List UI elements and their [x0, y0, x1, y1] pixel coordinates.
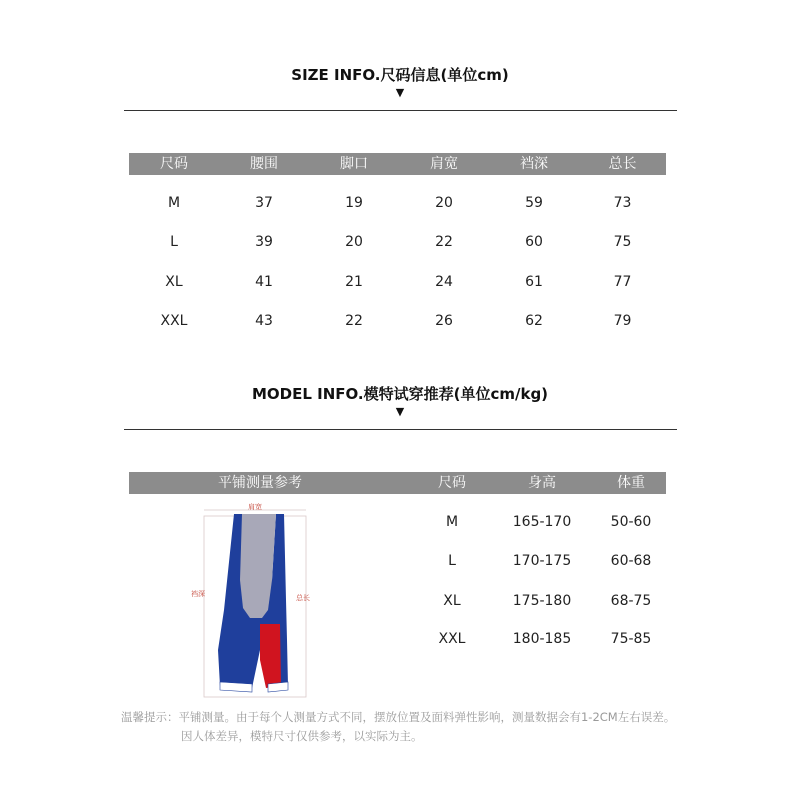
model-size-cell: L [448, 553, 456, 569]
header-shoulder: 肩宽 [430, 156, 458, 172]
header-weight: 体重 [617, 475, 645, 491]
shoulder-cell: 22 [435, 234, 453, 250]
weight-cell: 75-85 [610, 631, 652, 647]
crotch-cell: 61 [525, 274, 543, 290]
shoulder-cell: 24 [435, 274, 453, 290]
measurement-note: 温馨提示：平铺测量。由于每个人测量方式不同，摆放位置及面料弹性影响，测量数据会有1-2CM左右误差。 [121, 710, 676, 724]
model-info-title: MODEL INFO.模特试穿推荐(单位cm/kg) [251, 385, 549, 403]
shoulder-cell: 26 [435, 313, 453, 329]
bib-shorts-illustration [190, 500, 320, 700]
crotch-label: 裆深 [191, 590, 205, 598]
header-leg-opening: 脚口 [340, 156, 368, 172]
length-cell: 77 [613, 274, 632, 290]
leg-opening-cell: 22 [345, 313, 363, 329]
size-info-divider [124, 110, 677, 111]
header-height: 身高 [528, 475, 556, 491]
length-label: 总长 [296, 594, 310, 602]
size-info-title: SIZE INFO.尺码信息(单位cm) [291, 66, 509, 84]
bib-shorts-diagram [190, 500, 320, 700]
model-note: 因人体差异，模特尺寸仅供参考，以实际为主。 [181, 729, 423, 743]
header-size: 尺码 [160, 156, 188, 172]
model-size-cell: M [445, 514, 459, 530]
waist-cell: 37 [255, 195, 273, 211]
waist-cell: 39 [255, 234, 273, 250]
weight-cell: 68-75 [610, 593, 652, 609]
leg-opening-cell: 19 [345, 195, 363, 211]
size-cell: XXL [160, 313, 188, 329]
shoulder-label: 肩宽 [248, 503, 262, 511]
size-cell: L [170, 234, 178, 250]
leg-opening-cell: 21 [345, 274, 363, 290]
header-model-size: 尺码 [438, 475, 466, 491]
header-crotch: 裆深 [520, 156, 548, 172]
height-cell: 170-175 [512, 553, 572, 569]
model-table-header [129, 472, 666, 494]
model-size-cell: XXL [438, 631, 466, 647]
waist-cell: 43 [255, 313, 273, 329]
waist-cell: 41 [255, 274, 273, 290]
header-length: 总长 [608, 156, 637, 172]
red-stripe [260, 624, 281, 688]
size-table-header [129, 153, 666, 175]
crotch-cell: 62 [525, 313, 543, 329]
crotch-cell: 60 [525, 234, 543, 250]
length-cell: 79 [613, 313, 632, 329]
length-cell: 75 [613, 234, 632, 250]
model-info-arrow: ▼ [395, 405, 405, 418]
size-info-arrow: ▼ [395, 86, 405, 99]
model-info-divider [124, 429, 677, 430]
size-cell: M [167, 195, 181, 211]
header-diagram: 平铺测量参考 [218, 475, 302, 491]
model-size-cell: XL [443, 593, 461, 609]
weight-cell: 60-68 [610, 553, 652, 569]
crotch-cell: 59 [525, 195, 543, 211]
height-cell: 180-185 [512, 631, 572, 647]
weight-cell: 50-60 [610, 514, 652, 530]
header-waist: 腰围 [250, 156, 278, 172]
height-cell: 165-170 [512, 514, 572, 530]
shoulder-cell: 20 [435, 195, 453, 211]
size-cell: XL [165, 274, 183, 290]
height-cell: 175-180 [512, 593, 572, 609]
leg-opening-cell: 20 [345, 234, 363, 250]
length-cell: 73 [613, 195, 632, 211]
